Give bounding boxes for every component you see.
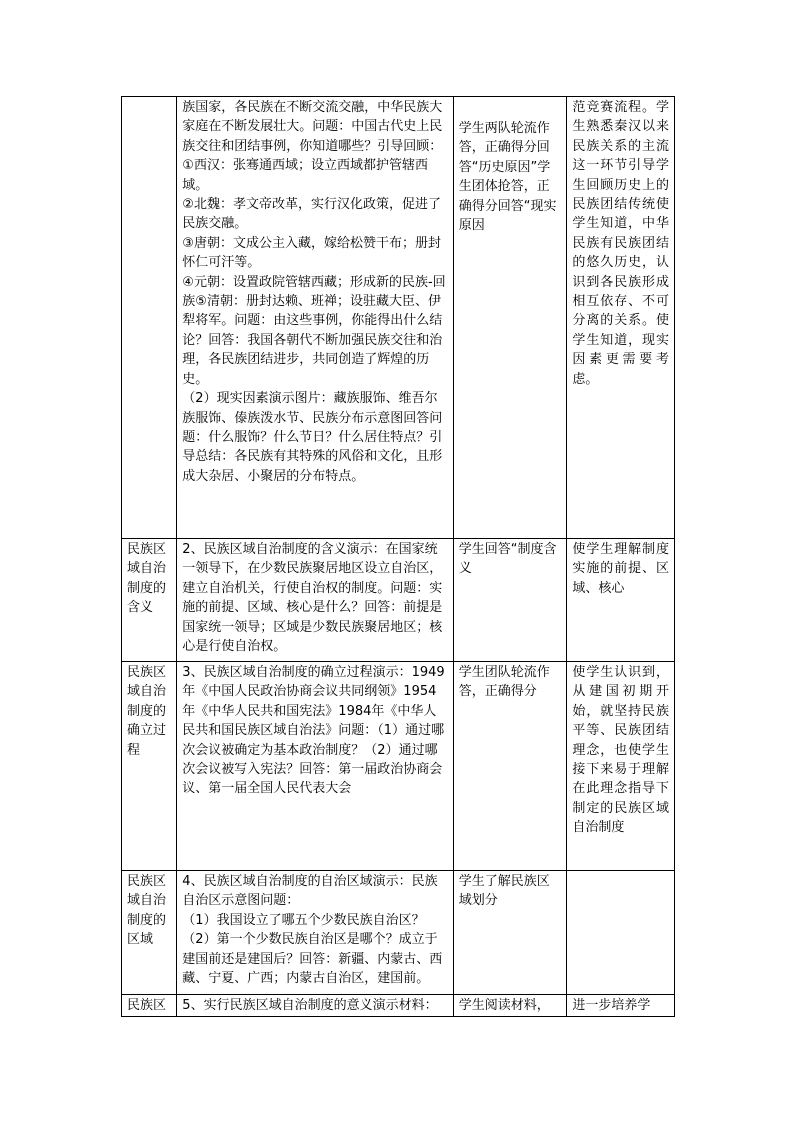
section-cell: 民族区域自治制度的区域: [122, 871, 177, 995]
content-paragraph: 4、民族区域自治制度的自治区域演示：民族自治区示意图问题：: [182, 874, 438, 909]
section-cell: [122, 97, 177, 539]
design-purpose-cell: 进一步培养学: [567, 995, 675, 1017]
content-paragraph: （2）现实因素演示图片：藏族服饰、维吾尔族服饰、傣族泼水节、民族分布示意图回答问题：什么服饰？什么节日？什么居住特点？引导总结：各民族有其特殊的风俗和文化，且形成大杂居、小聚居的分布特点。: [182, 391, 443, 484]
table-row: [122, 995, 675, 1017]
student-activity-cell: 学生阅读材料，: [453, 995, 567, 1017]
content-cell: [177, 662, 454, 871]
section-cell: 民族区域自治制度的含义: [122, 539, 177, 662]
content-paragraph: 3、民族区域自治制度的确立过程演示：1949年《中国人民政治协商会议共同纲领》1954年《中华人民共和国宪法》1984年《中华人民共和国民族区域自治法》问题：（1）通过哪次会议被确定为基本政治制度？（2）通过哪次会议被写入宪法？回答：第一届政治协商会议、第一届全国人民代表大会: [182, 665, 445, 797]
content-paragraph: ②北魏：孝文帝改革，实行汉化政策，促进了民族交融。: [182, 197, 441, 232]
lesson-plan-table: [121, 96, 675, 1017]
student-activity-cell: 学生团队轮流作答，正确得分: [453, 662, 567, 871]
content-paragraph: （1）我国设立了哪五个少数民族自治区？: [182, 912, 425, 928]
content-paragraph: ③唐朝：文成公主入藏，嫁给松赞干布；册封怀仁可汗等。: [182, 235, 441, 271]
content-cell: [177, 871, 454, 995]
design-purpose-cell: 使学生理解制度实施的前提、区域、核心: [567, 539, 675, 662]
content-cell: [177, 995, 454, 1017]
table-row: [122, 539, 675, 662]
student-activity-cell: 学生了解民族区域划分: [453, 871, 567, 995]
content-paragraph: ④元朝：设置政院管辖西藏；形成新的民族-回族⑤清朝：册封达赖、班禅；设驻藏大臣、伊犁将军。问题：由这些事例，你能得出什么结论？回答：我国各朝代不断加强民族交往和治理，各民族团结进步，共同创造了辉煌的历史。: [182, 274, 446, 387]
table-row: [122, 662, 675, 871]
student-activity-cell: 学生回答“制度含义: [453, 539, 567, 662]
student-activity-text: 学生两队轮流作答，正确得分回答“历史原因”学生团体抢答，正确得分回答“现实原因: [458, 121, 557, 234]
student-activity-cell: [453, 97, 567, 539]
table-row: [122, 97, 675, 539]
section-cell: 民族区域自治制度的确立过程: [122, 662, 177, 871]
table-row: [122, 871, 675, 995]
content-paragraph: （2）第一个少数民族自治区是哪个？成立于建国前还是建国后？回答：新疆、内蒙古、西藏、宁夏、广西；内蒙古自治区，建国前。: [182, 932, 443, 987]
content-paragraph: 2、民族区域自治制度的含义演示：在国家统一领导下，在少数民族聚居地区设立自治区，建立自治机关，行使自治权的制度。问题：实施的前提、区域、核心是什么？回答：前提是国家统一领导；区域是少数民族聚居地区；核心是行使自治权。: [182, 542, 443, 655]
design-purpose-cell: 范竞赛流程。学生熟悉秦汉以来民族关系的主流这一环节引导学生回顾历史上的民族团结传统使学生知道，中华民族有民族团结的悠久历史，认识到各民族形成相互依存、不可分离的关系。使学生知道，现实因素更需要考虑。: [567, 97, 675, 539]
content-paragraph: 族国家，各民族在不断交流交融，中华民族大家庭在不断发展壮大。问题：中国古代史上民族交往和团结事例，你知道哪些？引导回顾：: [182, 100, 443, 154]
content-cell: [177, 97, 454, 539]
section-cell: 民族区: [122, 995, 177, 1017]
design-purpose-cell: 使学生认识到，从建国初期开始，就坚持民族平等、民族团结理念，也使学生接下来易于理解在此理念指导下制定的民族区域自治制度: [567, 662, 675, 871]
content-cell: [177, 539, 454, 662]
design-purpose-cell: [567, 871, 675, 995]
content-paragraph: 5、实行民族区域自治制度的意义演示材料：: [182, 998, 438, 1013]
content-paragraph: ①西汉：张骞通西域；设立西域都护管辖西域。: [182, 158, 428, 193]
